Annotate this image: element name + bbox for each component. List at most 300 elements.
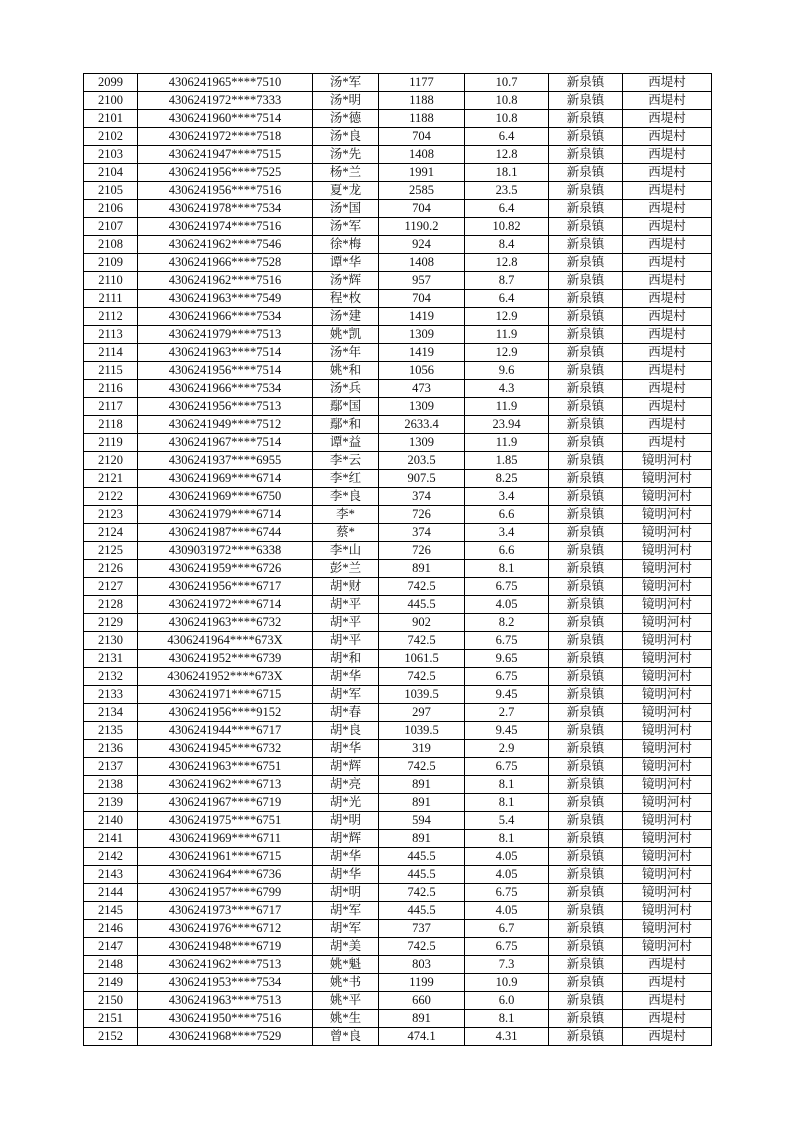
amount-cell: 1991 (379, 164, 465, 182)
area-cell: 23.94 (465, 416, 549, 434)
village-cell: 镜明河村 (623, 560, 712, 578)
area-cell: 4.05 (465, 848, 549, 866)
id-number-cell: 4306241964****6736 (138, 866, 313, 884)
id-number-cell: 4306241987****6744 (138, 524, 313, 542)
person-name-cell: 胡*平 (313, 596, 379, 614)
id-number-cell: 4309031972****6338 (138, 542, 313, 560)
area-cell: 7.3 (465, 956, 549, 974)
row-number-cell: 2101 (84, 110, 138, 128)
person-name-cell: 李*云 (313, 452, 379, 470)
area-cell: 6.7 (465, 920, 549, 938)
person-name-cell: 蔡* (313, 524, 379, 542)
area-cell: 9.65 (465, 650, 549, 668)
row-number-cell: 2105 (84, 182, 138, 200)
area-cell: 6.75 (465, 668, 549, 686)
id-number-cell: 4306241950****7516 (138, 1010, 313, 1028)
town-cell: 新泉镇 (549, 884, 623, 902)
id-number-cell: 4306241963****7549 (138, 290, 313, 308)
village-cell: 西堤村 (623, 1028, 712, 1046)
table-row (84, 704, 712, 722)
id-number-cell: 4306241962****6713 (138, 776, 313, 794)
area-cell: 8.1 (465, 830, 549, 848)
town-cell: 新泉镇 (549, 794, 623, 812)
table-row (84, 272, 712, 290)
town-cell: 新泉镇 (549, 578, 623, 596)
area-cell: 6.6 (465, 542, 549, 560)
area-cell: 10.7 (465, 74, 549, 92)
table-row (84, 398, 712, 416)
person-name-cell: 胡*亮 (313, 776, 379, 794)
person-name-cell: 谭*益 (313, 434, 379, 452)
town-cell: 新泉镇 (549, 416, 623, 434)
area-cell: 6.4 (465, 200, 549, 218)
town-cell: 新泉镇 (549, 1028, 623, 1046)
table-row (84, 830, 712, 848)
town-cell: 新泉镇 (549, 326, 623, 344)
id-number-cell: 4306241945****6732 (138, 740, 313, 758)
town-cell: 新泉镇 (549, 686, 623, 704)
table-row (84, 776, 712, 794)
row-number-cell: 2151 (84, 1010, 138, 1028)
area-cell: 8.1 (465, 794, 549, 812)
village-cell: 西堤村 (623, 290, 712, 308)
row-number-cell: 2152 (84, 1028, 138, 1046)
id-number-cell: 4306241964****673X (138, 632, 313, 650)
row-number-cell: 2128 (84, 596, 138, 614)
table-row (84, 290, 712, 308)
amount-cell: 1177 (379, 74, 465, 92)
amount-cell: 660 (379, 992, 465, 1010)
table-row (84, 470, 712, 488)
table-row (84, 200, 712, 218)
row-number-cell: 2147 (84, 938, 138, 956)
table-row (84, 794, 712, 812)
village-cell: 镜明河村 (623, 794, 712, 812)
area-cell: 8.25 (465, 470, 549, 488)
area-cell: 6.6 (465, 506, 549, 524)
person-name-cell: 汤*军 (313, 218, 379, 236)
person-name-cell: 胡*明 (313, 812, 379, 830)
area-cell: 10.8 (465, 110, 549, 128)
village-cell: 西堤村 (623, 434, 712, 452)
village-cell: 西堤村 (623, 974, 712, 992)
area-cell: 8.1 (465, 776, 549, 794)
row-number-cell: 2108 (84, 236, 138, 254)
amount-cell: 297 (379, 704, 465, 722)
area-cell: 18.1 (465, 164, 549, 182)
area-cell: 10.8 (465, 92, 549, 110)
amount-cell: 742.5 (379, 938, 465, 956)
village-cell: 镜明河村 (623, 650, 712, 668)
amount-cell: 924 (379, 236, 465, 254)
village-cell: 镜明河村 (623, 776, 712, 794)
table-row (84, 812, 712, 830)
row-number-cell: 2113 (84, 326, 138, 344)
town-cell: 新泉镇 (549, 470, 623, 488)
amount-cell: 203.5 (379, 452, 465, 470)
person-name-cell: 胡*辉 (313, 758, 379, 776)
village-cell: 西堤村 (623, 218, 712, 236)
person-name-cell: 夏*龙 (313, 182, 379, 200)
person-name-cell: 胡*良 (313, 722, 379, 740)
village-cell: 镜明河村 (623, 596, 712, 614)
amount-cell: 445.5 (379, 848, 465, 866)
person-name-cell: 胡*华 (313, 848, 379, 866)
table-row (84, 110, 712, 128)
village-cell: 西堤村 (623, 74, 712, 92)
area-cell: 8.1 (465, 560, 549, 578)
area-cell: 23.5 (465, 182, 549, 200)
village-cell: 镜明河村 (623, 614, 712, 632)
town-cell: 新泉镇 (549, 74, 623, 92)
row-number-cell: 2104 (84, 164, 138, 182)
amount-cell: 1408 (379, 146, 465, 164)
id-number-cell: 4306241968****7529 (138, 1028, 313, 1046)
village-cell: 镜明河村 (623, 524, 712, 542)
village-cell: 西堤村 (623, 146, 712, 164)
town-cell: 新泉镇 (549, 938, 623, 956)
amount-cell: 1188 (379, 92, 465, 110)
person-name-cell: 李*红 (313, 470, 379, 488)
village-cell: 镜明河村 (623, 920, 712, 938)
row-number-cell: 2119 (84, 434, 138, 452)
amount-cell: 891 (379, 560, 465, 578)
town-cell: 新泉镇 (549, 236, 623, 254)
person-name-cell: 程*枚 (313, 290, 379, 308)
area-cell: 4.05 (465, 596, 549, 614)
table-row (84, 560, 712, 578)
village-cell: 镜明河村 (623, 704, 712, 722)
id-number-cell: 4306241956****6717 (138, 578, 313, 596)
town-cell: 新泉镇 (549, 956, 623, 974)
person-name-cell: 汤*军 (313, 74, 379, 92)
row-number-cell: 2120 (84, 452, 138, 470)
table-row (84, 506, 712, 524)
town-cell: 新泉镇 (549, 434, 623, 452)
amount-cell: 742.5 (379, 668, 465, 686)
table-row (84, 632, 712, 650)
amount-cell: 445.5 (379, 902, 465, 920)
village-cell: 镜明河村 (623, 470, 712, 488)
table-row (84, 902, 712, 920)
person-name-cell: 胡*和 (313, 650, 379, 668)
table-row (84, 992, 712, 1010)
person-name-cell: 姚*书 (313, 974, 379, 992)
id-number-cell: 4306241969****6711 (138, 830, 313, 848)
area-cell: 11.9 (465, 326, 549, 344)
town-cell: 新泉镇 (549, 200, 623, 218)
id-number-cell: 4306241960****7514 (138, 110, 313, 128)
person-name-cell: 汤*兵 (313, 380, 379, 398)
table-row (84, 956, 712, 974)
village-cell: 镜明河村 (623, 578, 712, 596)
village-cell: 镜明河村 (623, 830, 712, 848)
town-cell: 新泉镇 (549, 632, 623, 650)
person-name-cell: 曾*良 (313, 1028, 379, 1046)
town-cell: 新泉镇 (549, 902, 623, 920)
person-name-cell: 胡*军 (313, 686, 379, 704)
area-cell: 6.0 (465, 992, 549, 1010)
person-name-cell: 胡*美 (313, 938, 379, 956)
id-number-cell: 4306241937****6955 (138, 452, 313, 470)
table-row (84, 668, 712, 686)
person-name-cell: 胡*军 (313, 920, 379, 938)
id-number-cell: 4306241967****7514 (138, 434, 313, 452)
id-number-cell: 4306241962****7516 (138, 272, 313, 290)
person-name-cell: 李*山 (313, 542, 379, 560)
town-cell: 新泉镇 (549, 776, 623, 794)
village-cell: 西堤村 (623, 992, 712, 1010)
table-row (84, 650, 712, 668)
village-cell: 西堤村 (623, 1010, 712, 1028)
person-name-cell: 姚*魁 (313, 956, 379, 974)
area-cell: 4.05 (465, 902, 549, 920)
id-number-cell: 4306241957****6799 (138, 884, 313, 902)
id-number-cell: 4306241973****6717 (138, 902, 313, 920)
village-cell: 镜明河村 (623, 668, 712, 686)
town-cell: 新泉镇 (549, 560, 623, 578)
table-row (84, 884, 712, 902)
town-cell: 新泉镇 (549, 542, 623, 560)
table-row (84, 218, 712, 236)
village-cell: 西堤村 (623, 200, 712, 218)
amount-cell: 1309 (379, 398, 465, 416)
area-cell: 10.9 (465, 974, 549, 992)
id-number-cell: 4306241956****7525 (138, 164, 313, 182)
row-number-cell: 2140 (84, 812, 138, 830)
id-number-cell: 4306241962****7546 (138, 236, 313, 254)
row-number-cell: 2150 (84, 992, 138, 1010)
amount-cell: 1408 (379, 254, 465, 272)
amount-cell: 594 (379, 812, 465, 830)
id-number-cell: 4306241967****6719 (138, 794, 313, 812)
row-number-cell: 2115 (84, 362, 138, 380)
town-cell: 新泉镇 (549, 866, 623, 884)
table-row (84, 1028, 712, 1046)
amount-cell: 445.5 (379, 866, 465, 884)
amount-cell: 374 (379, 488, 465, 506)
row-number-cell: 2131 (84, 650, 138, 668)
person-name-cell: 胡*平 (313, 632, 379, 650)
amount-cell: 1056 (379, 362, 465, 380)
amount-cell: 726 (379, 542, 465, 560)
person-name-cell: 汤*明 (313, 92, 379, 110)
table-row (84, 596, 712, 614)
amount-cell: 742.5 (379, 578, 465, 596)
town-cell: 新泉镇 (549, 506, 623, 524)
town-cell: 新泉镇 (549, 992, 623, 1010)
town-cell: 新泉镇 (549, 146, 623, 164)
area-cell: 4.3 (465, 380, 549, 398)
town-cell: 新泉镇 (549, 254, 623, 272)
town-cell: 新泉镇 (549, 704, 623, 722)
village-cell: 镜明河村 (623, 758, 712, 776)
area-cell: 6.4 (465, 128, 549, 146)
id-number-cell: 4306241949****7512 (138, 416, 313, 434)
id-number-cell: 4306241961****6715 (138, 848, 313, 866)
village-cell: 镜明河村 (623, 902, 712, 920)
area-cell: 6.75 (465, 578, 549, 596)
row-number-cell: 2112 (84, 308, 138, 326)
id-number-cell: 4306241963****6751 (138, 758, 313, 776)
area-cell: 9.45 (465, 722, 549, 740)
town-cell: 新泉镇 (549, 380, 623, 398)
row-number-cell: 2129 (84, 614, 138, 632)
id-number-cell: 4306241956****7514 (138, 362, 313, 380)
area-cell: 3.4 (465, 524, 549, 542)
village-cell: 镜明河村 (623, 722, 712, 740)
table-row (84, 362, 712, 380)
town-cell: 新泉镇 (549, 830, 623, 848)
person-name-cell: 鄢*国 (313, 398, 379, 416)
table-row (84, 128, 712, 146)
person-name-cell: 汤*先 (313, 146, 379, 164)
village-cell: 西堤村 (623, 128, 712, 146)
area-cell: 2.9 (465, 740, 549, 758)
amount-cell: 374 (379, 524, 465, 542)
area-cell: 9.6 (465, 362, 549, 380)
id-number-cell: 4306241971****6715 (138, 686, 313, 704)
village-cell: 西堤村 (623, 272, 712, 290)
row-number-cell: 2111 (84, 290, 138, 308)
person-name-cell: 胡*军 (313, 902, 379, 920)
table-row (84, 380, 712, 398)
row-number-cell: 2099 (84, 74, 138, 92)
table-row (84, 92, 712, 110)
table-row (84, 614, 712, 632)
row-number-cell: 2136 (84, 740, 138, 758)
table-row (84, 254, 712, 272)
id-number-cell: 4306241978****7534 (138, 200, 313, 218)
id-number-cell: 4306241969****6750 (138, 488, 313, 506)
table-row (84, 434, 712, 452)
row-number-cell: 2139 (84, 794, 138, 812)
row-number-cell: 2144 (84, 884, 138, 902)
row-number-cell: 2148 (84, 956, 138, 974)
amount-cell: 704 (379, 290, 465, 308)
id-number-cell: 4306241965****7510 (138, 74, 313, 92)
town-cell: 新泉镇 (549, 920, 623, 938)
person-name-cell: 姚*和 (313, 362, 379, 380)
amount-cell: 957 (379, 272, 465, 290)
person-name-cell: 鄢*和 (313, 416, 379, 434)
amount-cell: 445.5 (379, 596, 465, 614)
area-cell: 8.1 (465, 1010, 549, 1028)
village-cell: 镜明河村 (623, 542, 712, 560)
row-number-cell: 2116 (84, 380, 138, 398)
table-body (84, 74, 712, 1046)
table-row (84, 920, 712, 938)
row-number-cell: 2106 (84, 200, 138, 218)
row-number-cell: 2149 (84, 974, 138, 992)
amount-cell: 474.1 (379, 1028, 465, 1046)
table-row (84, 74, 712, 92)
row-number-cell: 2100 (84, 92, 138, 110)
person-name-cell: 谭*华 (313, 254, 379, 272)
town-cell: 新泉镇 (549, 740, 623, 758)
town-cell: 新泉镇 (549, 164, 623, 182)
town-cell: 新泉镇 (549, 452, 623, 470)
area-cell: 8.7 (465, 272, 549, 290)
row-number-cell: 2141 (84, 830, 138, 848)
id-number-cell: 4306241972****6714 (138, 596, 313, 614)
town-cell: 新泉镇 (549, 614, 623, 632)
row-number-cell: 2127 (84, 578, 138, 596)
person-name-cell: 胡*华 (313, 866, 379, 884)
row-number-cell: 2135 (84, 722, 138, 740)
row-number-cell: 2138 (84, 776, 138, 794)
amount-cell: 704 (379, 200, 465, 218)
person-name-cell: 汤*国 (313, 200, 379, 218)
id-number-cell: 4306241974****7516 (138, 218, 313, 236)
village-cell: 西堤村 (623, 416, 712, 434)
town-cell: 新泉镇 (549, 344, 623, 362)
village-cell: 镜明河村 (623, 488, 712, 506)
town-cell: 新泉镇 (549, 128, 623, 146)
person-name-cell: 胡*华 (313, 740, 379, 758)
amount-cell: 907.5 (379, 470, 465, 488)
town-cell: 新泉镇 (549, 362, 623, 380)
person-name-cell: 李*良 (313, 488, 379, 506)
area-cell: 12.8 (465, 254, 549, 272)
area-cell: 2.7 (465, 704, 549, 722)
amount-cell: 1419 (379, 308, 465, 326)
town-cell: 新泉镇 (549, 272, 623, 290)
id-number-cell: 4306241963****7513 (138, 992, 313, 1010)
village-cell: 镜明河村 (623, 812, 712, 830)
village-cell: 镜明河村 (623, 740, 712, 758)
area-cell: 12.9 (465, 344, 549, 362)
amount-cell: 742.5 (379, 758, 465, 776)
row-number-cell: 2125 (84, 542, 138, 560)
table-row (84, 182, 712, 200)
town-cell: 新泉镇 (549, 92, 623, 110)
area-cell: 6.4 (465, 290, 549, 308)
village-cell: 西堤村 (623, 326, 712, 344)
amount-cell: 473 (379, 380, 465, 398)
amount-cell: 891 (379, 794, 465, 812)
table-row (84, 758, 712, 776)
amount-cell: 902 (379, 614, 465, 632)
area-cell: 11.9 (465, 398, 549, 416)
area-cell: 4.31 (465, 1028, 549, 1046)
id-number-cell: 4306241952****6739 (138, 650, 313, 668)
id-number-cell: 4306241953****7534 (138, 974, 313, 992)
village-cell: 西堤村 (623, 254, 712, 272)
row-number-cell: 2145 (84, 902, 138, 920)
area-cell: 11.9 (465, 434, 549, 452)
row-number-cell: 2118 (84, 416, 138, 434)
row-number-cell: 2110 (84, 272, 138, 290)
amount-cell: 742.5 (379, 632, 465, 650)
table-row (84, 146, 712, 164)
id-number-cell: 4306241966****7534 (138, 308, 313, 326)
town-cell: 新泉镇 (549, 488, 623, 506)
town-cell: 新泉镇 (549, 848, 623, 866)
amount-cell: 1190.2 (379, 218, 465, 236)
id-number-cell: 4306241956****9152 (138, 704, 313, 722)
row-number-cell: 2126 (84, 560, 138, 578)
town-cell: 新泉镇 (549, 524, 623, 542)
table-row (84, 326, 712, 344)
id-number-cell: 4306241956****7513 (138, 398, 313, 416)
person-name-cell: 杨*兰 (313, 164, 379, 182)
area-cell: 8.2 (465, 614, 549, 632)
row-number-cell: 2122 (84, 488, 138, 506)
table-row (84, 344, 712, 362)
area-cell: 10.82 (465, 218, 549, 236)
amount-cell: 726 (379, 506, 465, 524)
